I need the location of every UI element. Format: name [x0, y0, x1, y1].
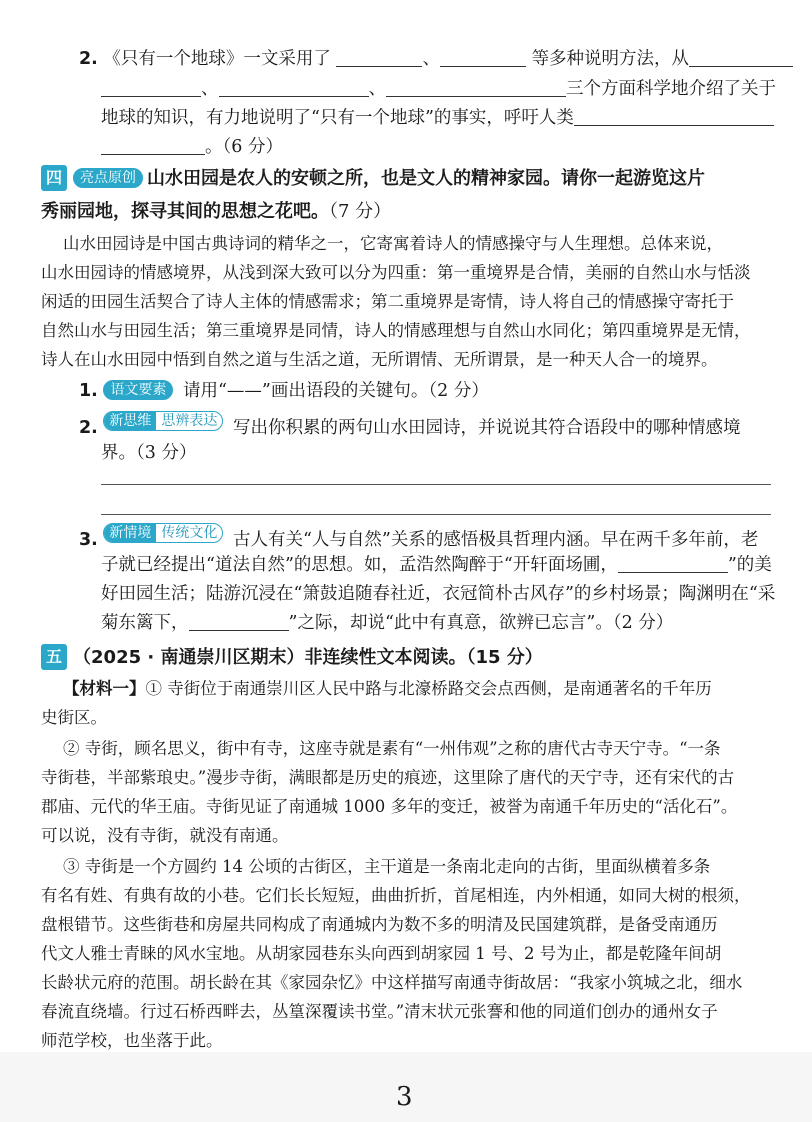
material-line: 郡庙、元代的华王庙。寺街见证了南通城 1000 多年的变迁，被誉为南通千年历史的“活化石”。: [41, 797, 738, 816]
section-number: 四: [41, 165, 67, 191]
s4-q3-line-4: [101, 610, 673, 636]
material-line: [63, 676, 712, 702]
tag-b: 传统文化: [161, 525, 218, 541]
material-label: 【材料一】: [63, 679, 146, 698]
separator: 、: [201, 79, 219, 99]
question-text: ”之际，却说“此中有真意，欲辨已忘言”。（2 分）: [288, 613, 674, 633]
q2-text-c: 三个方面科学地介绍了关于: [566, 79, 776, 99]
material-text: ① 寺街位于南通崇川区人民中路与北濠桥路交会点西侧，是南通著名的千年历: [145, 679, 712, 698]
material-line: ③ 寺街是一个方圆约 14 公顷的古街区，主干道是一条南北走向的古街，里面纵横着多条: [63, 857, 711, 876]
material-line: 可以说，没有寺街，就没有南通。: [41, 826, 289, 845]
q2-line-4: [101, 134, 283, 160]
material-line: ② 寺街，顾名思义，街中有寺，这座寺就是素有“一州伟观”之称的唐代古寺天宁寺。“一条: [63, 739, 721, 758]
q2-line-3: [101, 105, 774, 131]
page-number: 3: [396, 1082, 413, 1112]
q2-line-1: [79, 46, 793, 72]
material-line: 盘根错节。这些街巷和房屋共同构成了南通城内为数不多的明清及民国建筑群，是备受南通历: [41, 915, 718, 934]
tag-badge: [103, 411, 223, 431]
s4-q1: [79, 378, 489, 404]
answer-blank[interactable]: [189, 612, 289, 631]
question-number: 1.: [79, 381, 98, 401]
tag-a: 新思维: [104, 412, 156, 430]
s4-q2: [79, 411, 740, 441]
section-number: 五: [41, 644, 67, 670]
material-line: 寺街巷，半部紫琅史。”漫步寺街，满眼都是历史的痕迹，这里除了唐代的天宁寺，还有宋代的古: [41, 768, 735, 787]
question-number: 3.: [79, 530, 98, 550]
passage-line: 闲适的田园生活契合了诗人主体的情感需求；第二重境界是寄情，诗人将自己的情感操守寄托于: [41, 292, 734, 311]
passage-line: 山水田园诗的情感境界，从浅到深大致可以分为四重：第一重境界是合情，美丽的自然山水与恬淡: [41, 263, 751, 282]
answer-blank[interactable]: [386, 78, 566, 97]
answer-line[interactable]: [101, 484, 771, 485]
material-line: 长龄状元府的范围。胡长龄在其《家园杂忆》中这样描写南通寺街故居：“我家小筑城之北，细水: [41, 973, 743, 992]
answer-blank[interactable]: [689, 48, 793, 67]
material-line: 有名有姓、有典有故的小巷。它们长长短短，曲曲折折，首尾相连，内外相通，如同大树的根须，: [41, 886, 751, 905]
answer-blank[interactable]: [440, 48, 526, 67]
s4-q3-line-3: 好田园生活；陆游沉浸在“箫鼓追随春社近，衣冠简朴古风存”的乡村场景；陶渊明在“采: [101, 584, 776, 604]
q2-text-d: 地球的知识，有力地说明了“只有一个地球”的事实，呼吁人类: [101, 108, 574, 128]
separator: 、: [422, 49, 440, 69]
passage-line: 山水田园诗是中国古典诗词的精华之一，它寄寓着诗人的情感操守与人生理想。总体来说，: [63, 234, 723, 253]
answer-blank[interactable]: [618, 554, 728, 573]
passage-line: 诗人在山水田园中悟到自然之道与生活之道，无所谓情、无所谓景，是一种天人合一的境界。: [41, 350, 718, 369]
tag-a: 新情境: [104, 524, 156, 542]
q2-score: 。（6 分）: [205, 137, 283, 157]
answer-blank[interactable]: [101, 136, 205, 155]
material-line: 代文人雅士青睐的风水宝地。从胡家园巷东头向西到胡家园 1 号、2 号为止，都是乾隆年间胡: [41, 944, 722, 963]
q2-text-b: 等多种说明方法，从: [531, 49, 690, 69]
highlight-badge: 亮点原创: [73, 168, 143, 188]
material-line: 春流直绕墙。行过石桥西畔去，丛篁深覆读书堂。”清末状元张謇和他的同道们创办的通州女子: [41, 1002, 718, 1021]
separator: 、: [368, 79, 386, 99]
q2-number: 2.: [79, 49, 98, 69]
section-4-prompt: 山水田园是农人的安顿之所，也是文人的精神家园。请你一起游览这片: [147, 168, 706, 189]
q2-text-a: 《只有一个地球》一文采用了: [103, 49, 331, 69]
tag-badge: [103, 523, 223, 543]
section-4-title: [41, 165, 705, 192]
question-text: 菊东篱下，: [101, 613, 189, 633]
answer-line[interactable]: [101, 514, 771, 515]
question-text: 请用“——”画出语段的关键句。（2 分）: [182, 381, 489, 401]
tag-b: 思辨表达: [161, 413, 218, 429]
answer-blank[interactable]: [336, 48, 422, 67]
question-text: 写出你积累的两句山水田园诗，并说说其符合语段中的哪种情感境: [232, 418, 741, 438]
question-number: 2.: [79, 418, 98, 438]
section-5-title: [41, 644, 543, 671]
material-line: 师范学校，也坐落于此。: [41, 1031, 223, 1050]
question-text: ”的美: [727, 555, 772, 575]
tag-badge: 语文要素: [103, 380, 173, 400]
passage-line: 自然山水与田园生活；第三重境界是同情，诗人的情感理想与自然山水同化；第四重境界是无情，: [41, 321, 751, 340]
s4-q3: [79, 523, 758, 553]
answer-blank[interactable]: [219, 78, 369, 97]
section-4-title-2: [41, 199, 391, 225]
s4-q3-line-2: [101, 552, 772, 578]
answer-blank[interactable]: [574, 107, 774, 126]
section-5-prompt: （2025 · 南通崇川区期末）非连续性文本阅读。（15 分）: [73, 647, 543, 668]
answer-blank[interactable]: [101, 78, 201, 97]
question-text: 子就已经提出“道法自然”的思想。如，孟浩然陶醉于“开轩面场圃，: [101, 555, 618, 575]
question-text: 古人有关“人与自然”关系的感悟极具哲理内涵。早在两千多年前，老: [232, 530, 759, 550]
material-line: 史街区。: [41, 708, 107, 727]
section-4-score: （7 分）: [329, 201, 392, 222]
section-4-prompt-cont: 秀丽园地，探寻其间的思想之花吧。: [41, 201, 329, 222]
q2-line-2: [101, 76, 776, 102]
s4-q2-cont: 界。（3 分）: [101, 443, 197, 463]
